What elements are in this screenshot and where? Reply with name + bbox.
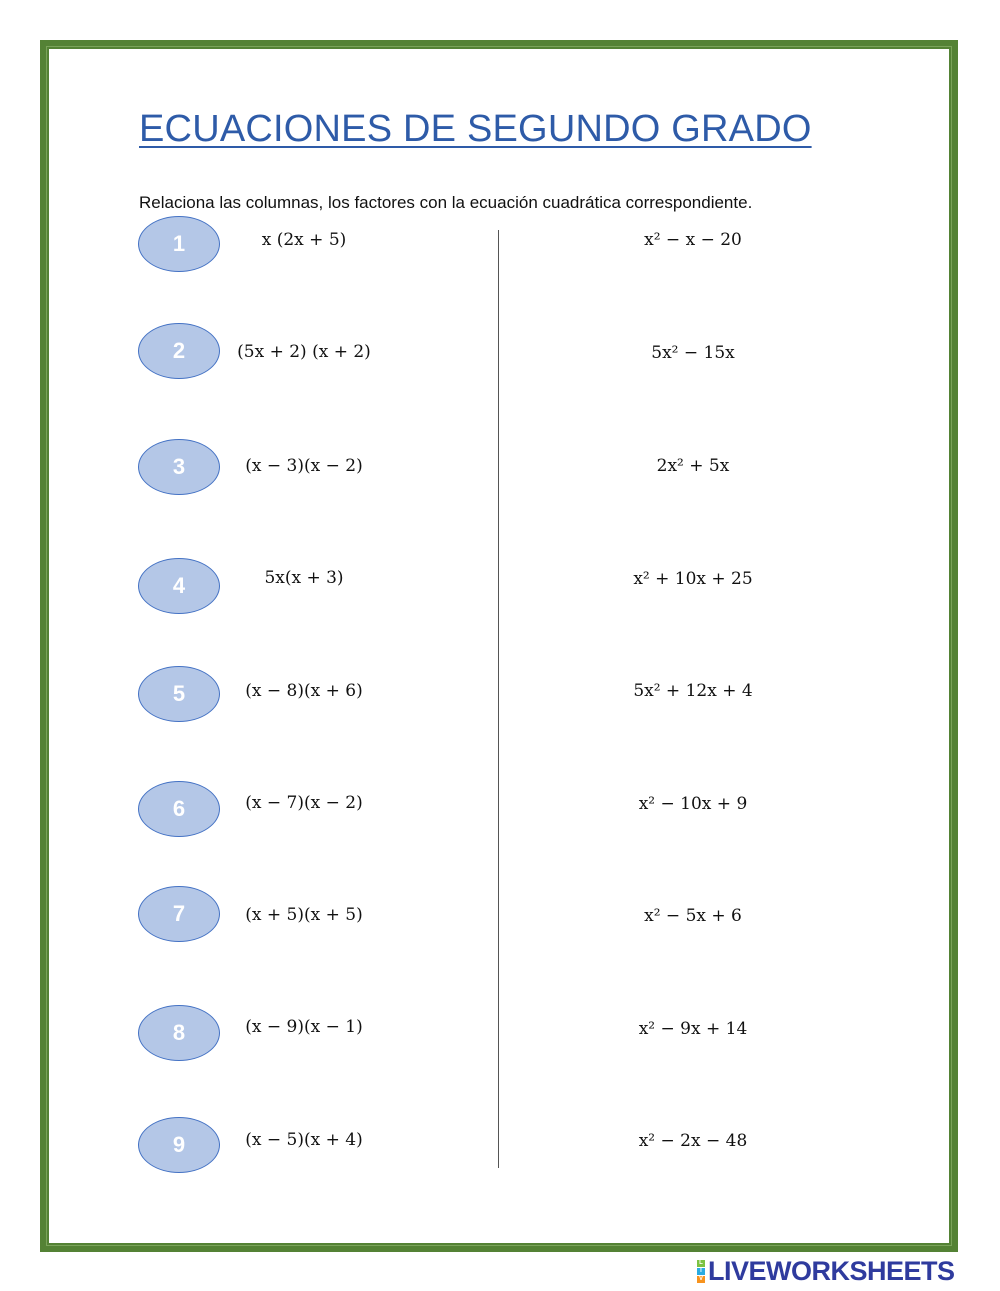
- quadratic-equation[interactable]: 2x² + 5x: [656, 456, 730, 476]
- brand-name: LIVEWORKSHEETS: [708, 1255, 955, 1286]
- page-title: ECUACIONES DE SEGUNDO GRADO: [139, 108, 812, 150]
- instruction-text: Relaciona las columnas, los factores con la ecuación cuadrática correspondiente.: [139, 193, 753, 212]
- number-badge: 1: [138, 216, 220, 272]
- match-row: [0, 323, 1000, 385]
- number-badge: 6: [138, 781, 220, 837]
- factor-expression[interactable]: (x − 5)(x + 4): [245, 1130, 363, 1150]
- number-badge: 5: [138, 666, 220, 722]
- match-row: [0, 439, 1000, 501]
- match-row: [0, 781, 1000, 843]
- factor-expression[interactable]: (x − 3)(x − 2): [245, 456, 363, 476]
- factor-expression[interactable]: (x + 5)(x + 5): [245, 905, 363, 925]
- quadratic-equation[interactable]: x² − 2x − 48: [638, 1131, 748, 1151]
- match-row: [0, 886, 1000, 948]
- quadratic-equation[interactable]: x² + 10x + 25: [633, 569, 753, 589]
- match-row: [0, 1117, 1000, 1179]
- liveworksheets-logo-icon: [697, 1260, 705, 1283]
- quadratic-equation[interactable]: x² − 10x + 9: [638, 794, 748, 814]
- match-row: [0, 666, 1000, 728]
- match-row: [0, 216, 1000, 278]
- number-badge: 2: [138, 323, 220, 379]
- factor-expression[interactable]: (x − 9)(x − 1): [245, 1017, 363, 1037]
- number-badge: 4: [138, 558, 220, 614]
- quadratic-equation[interactable]: x² − 5x + 6: [644, 906, 742, 926]
- quadratic-equation[interactable]: 5x² + 12x + 4: [633, 681, 753, 701]
- quadratic-equation[interactable]: 5x² − 15x: [651, 343, 735, 363]
- quadratic-equation[interactable]: x² − 9x + 14: [638, 1019, 748, 1039]
- factor-expression[interactable]: 5x(x + 3): [264, 568, 344, 588]
- liveworksheets-brand[interactable]: [697, 1255, 955, 1286]
- factor-expression[interactable]: x (2x + 5): [261, 230, 347, 250]
- logo-letter: L: [697, 1260, 705, 1267]
- number-badge: 8: [138, 1005, 220, 1061]
- factor-expression[interactable]: (x − 7)(x − 2): [245, 793, 363, 813]
- number-badge: 9: [138, 1117, 220, 1173]
- number-badge: 3: [138, 439, 220, 495]
- match-row: [0, 1005, 1000, 1067]
- logo-letter: I: [697, 1268, 705, 1275]
- factor-expression[interactable]: (x − 8)(x + 6): [245, 681, 363, 701]
- logo-letter: V: [698, 1275, 703, 1282]
- match-row: [0, 558, 1000, 620]
- factor-expression[interactable]: (5x + 2) (x + 2): [237, 342, 371, 362]
- number-badge: 7: [138, 886, 220, 942]
- quadratic-equation[interactable]: x² − x − 20: [644, 230, 742, 250]
